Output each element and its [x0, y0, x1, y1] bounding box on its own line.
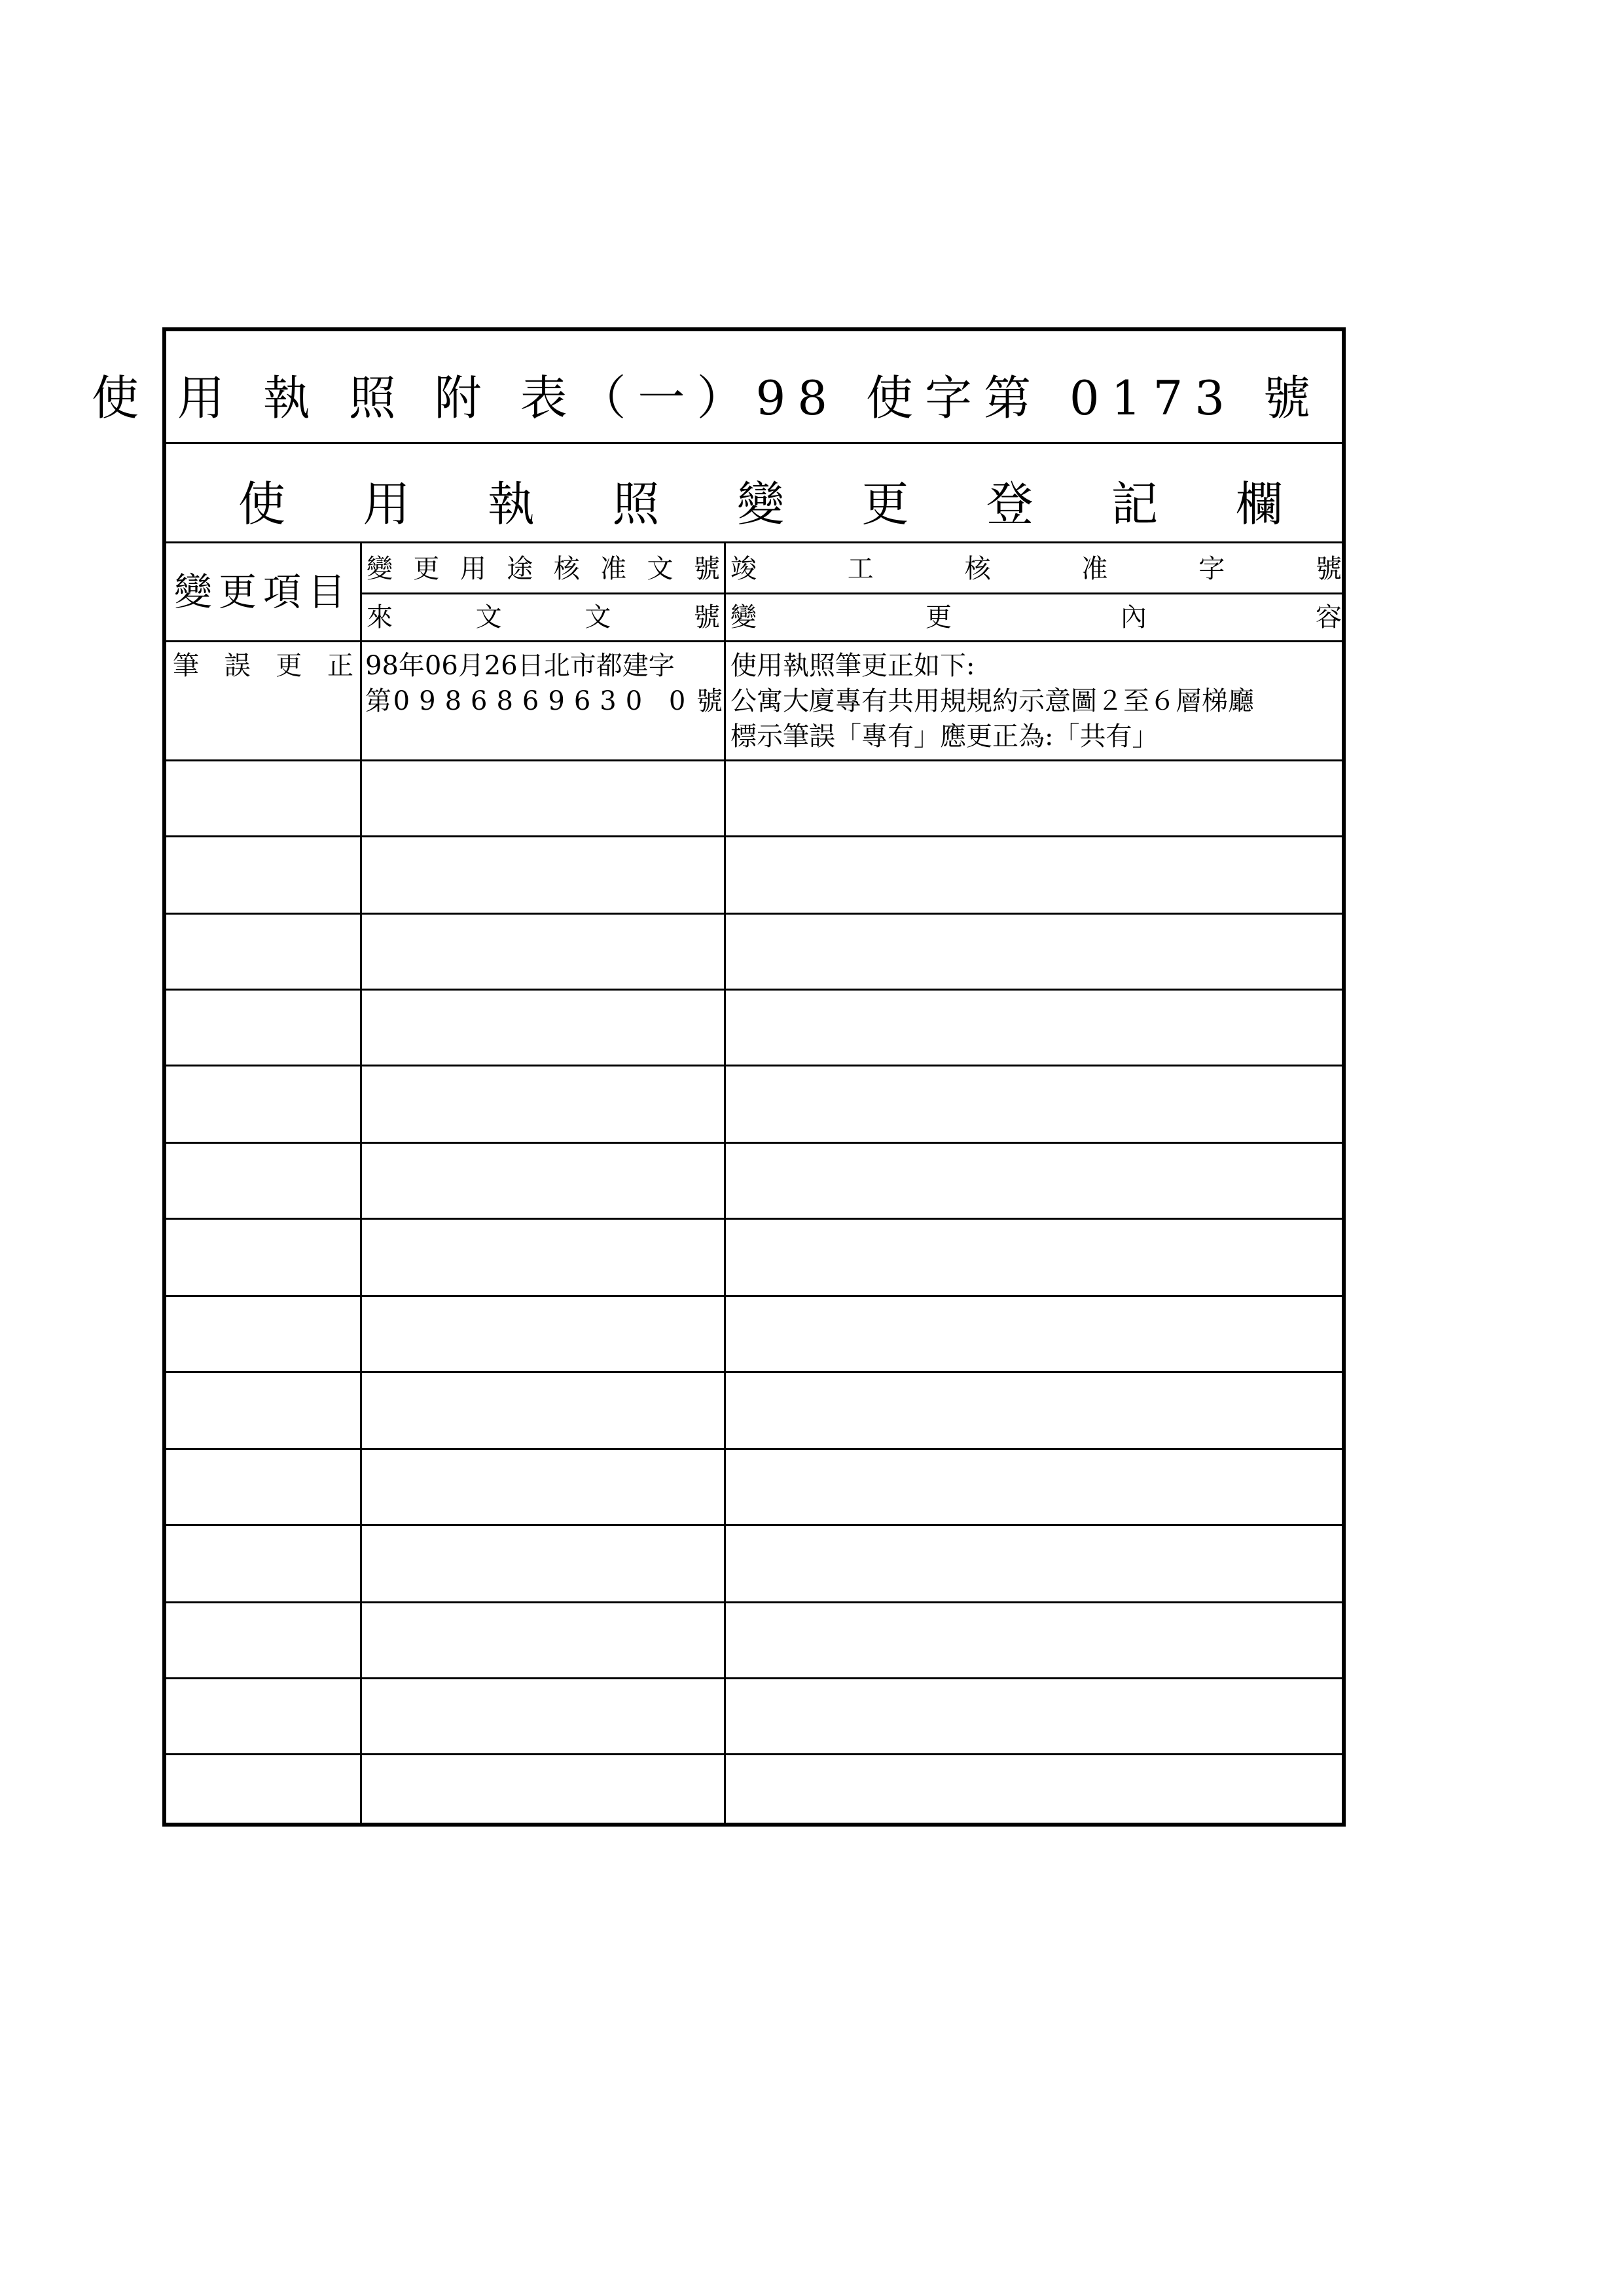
subtitle-char: 使 — [238, 477, 286, 532]
entry-char: 筆 — [173, 651, 199, 681]
subtitle-char: 更 — [861, 477, 909, 532]
entry-doc-line — [365, 683, 723, 719]
entry-doc-number-value: 0986869630 0 — [393, 686, 695, 716]
entry-doc-suffix: 號 — [696, 686, 723, 716]
header-completion-no — [730, 551, 1342, 587]
column-divider — [360, 543, 362, 1823]
form-title: 使 用 執 照 附 表（一）98 使字第 0173 號 — [92, 371, 1322, 426]
subtitle-char: 變 — [736, 477, 784, 532]
row-divider — [166, 1753, 1342, 1755]
header-char: 號 — [693, 554, 720, 584]
entry-doc-line: 98年06月26日北市都建字 — [365, 651, 675, 681]
subtitle-char: 照 — [612, 477, 660, 532]
header-char: 工 — [847, 554, 874, 584]
header-change-content — [730, 600, 1342, 635]
column-divider — [724, 543, 726, 1823]
entry-content-line: 使用執照筆更正如下: — [730, 651, 975, 681]
subtitle-char: 記 — [1111, 477, 1159, 532]
entry-change-content — [730, 648, 1342, 754]
header-char: 號 — [1315, 554, 1342, 584]
header-char: 容 — [1316, 602, 1342, 632]
row-divider — [166, 1371, 1342, 1373]
usage-permit-form — [92, 327, 1346, 1827]
header-change-item: 變更項目 — [173, 570, 352, 614]
row-divider — [166, 1524, 1342, 1526]
row-divider — [166, 759, 1342, 761]
entry-change-item — [173, 648, 353, 683]
row-divider — [166, 1295, 1342, 1297]
row-divider — [166, 1677, 1342, 1679]
entry-char: 誤 — [224, 651, 251, 681]
header-char: 來 — [367, 602, 393, 632]
form-subtitle — [238, 466, 1283, 534]
row-divider — [166, 835, 1342, 837]
entry-content-line: 公寓大廈專有共用規規約示意圖２至６層梯廳 — [730, 686, 1254, 716]
header-char: 文 — [584, 602, 611, 632]
header-bottom-divider — [166, 640, 1342, 642]
row-divider — [166, 1142, 1342, 1144]
header-incoming-doc-no — [367, 600, 720, 635]
row-divider — [166, 1448, 1342, 1450]
header-char: 准 — [1081, 554, 1108, 584]
header-char: 文 — [475, 602, 502, 632]
header-char: 內 — [1121, 602, 1147, 632]
subtitle-char: 登 — [986, 477, 1034, 532]
row-divider — [166, 1218, 1342, 1220]
entry-char: 更 — [276, 651, 302, 681]
row-divider — [166, 989, 1342, 991]
header-char: 變 — [730, 602, 757, 632]
header-char: 文 — [647, 554, 674, 584]
header-char: 號 — [693, 602, 720, 632]
header-mid-divider — [360, 592, 1342, 594]
entry-doc-number — [365, 648, 723, 719]
entry-char: 正 — [327, 651, 353, 681]
header-char: 字 — [1198, 554, 1225, 584]
header-char: 途 — [507, 554, 533, 584]
entry-doc-prefix: 第 — [365, 686, 391, 716]
row-divider — [166, 1601, 1342, 1603]
header-char: 變 — [367, 554, 393, 584]
entry-content-line: 標示筆誤「專有」應更正為:「共有」 — [730, 721, 1159, 752]
header-char: 用 — [459, 554, 486, 584]
header-char: 竣 — [730, 554, 757, 584]
row-divider — [166, 913, 1342, 915]
subtitle-row — [166, 444, 1342, 543]
title-row — [92, 331, 1342, 444]
header-char: 核 — [964, 554, 991, 584]
header-approval-doc-no — [367, 551, 720, 587]
subtitle-char: 用 — [363, 477, 410, 532]
header-char: 更 — [926, 602, 952, 632]
subtitle-char: 執 — [487, 477, 535, 532]
header-char: 更 — [413, 554, 440, 584]
header-char: 核 — [553, 554, 580, 584]
row-divider — [166, 1065, 1342, 1066]
subtitle-char: 欄 — [1235, 477, 1283, 532]
header-char: 准 — [600, 554, 627, 584]
change-record-table — [166, 543, 1342, 1823]
